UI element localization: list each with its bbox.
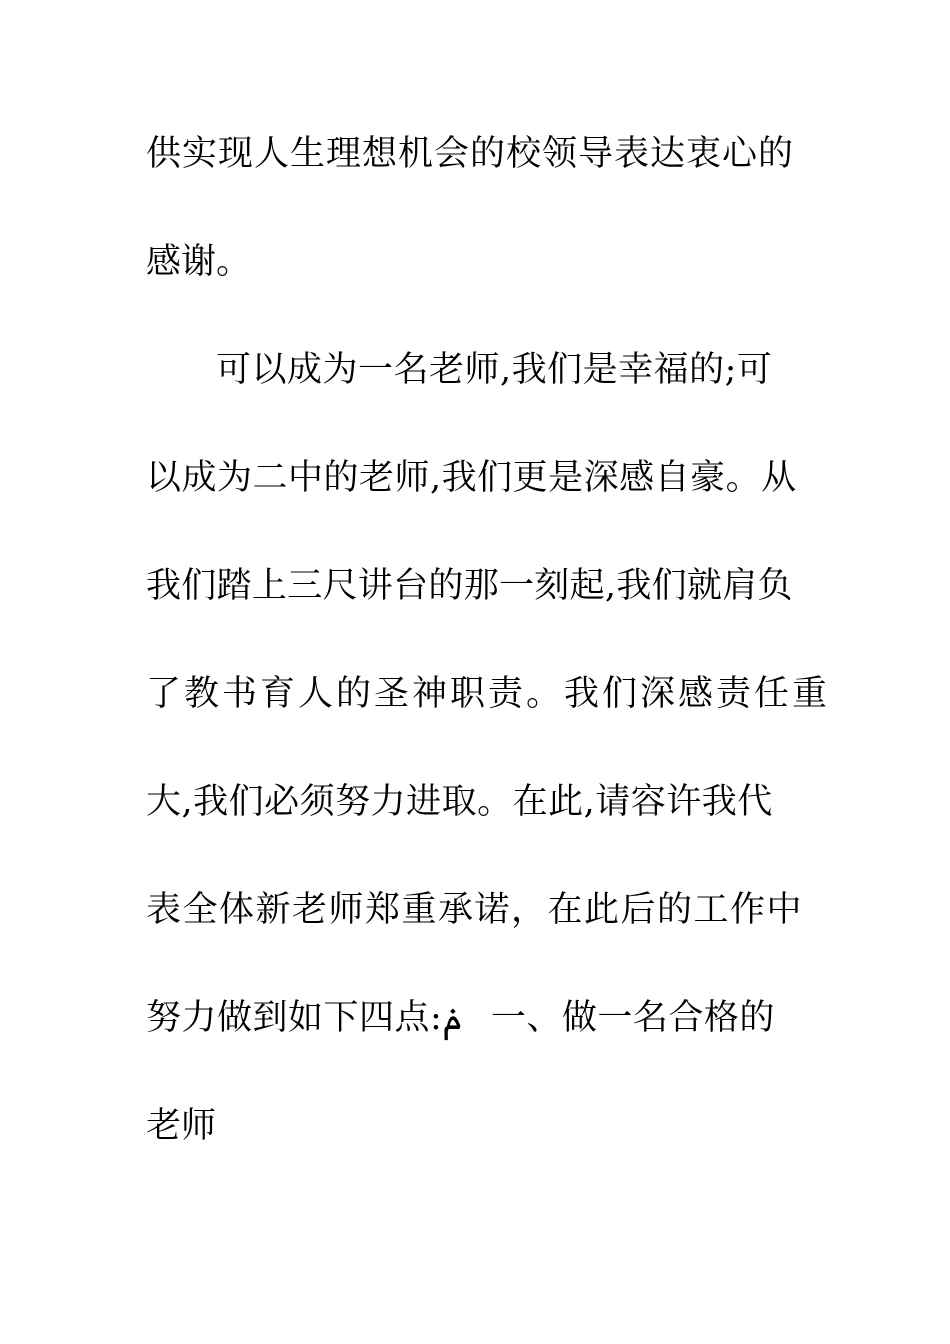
paragraph-line: 大,我们必须努力进取。在此,请容许我代	[146, 782, 773, 822]
list-intro-text: 努力做到如下四点:ݥ	[146, 998, 463, 1038]
paragraph-line: 以成为二中的老师,我们更是深感自豪。从	[146, 458, 797, 498]
paragraph-line: 老师	[146, 1106, 217, 1146]
list-item-heading: 一、做一名合格的	[490, 998, 775, 1038]
paragraph-line: 我们踏上三尺讲台的那一刻起,我们就肩负	[146, 566, 793, 606]
paragraph-line: 表全体新老师郑重承诺，在此后的工作中	[146, 890, 804, 930]
paragraph-line: 了教书育人的圣神职责。我们深感责任重	[146, 674, 831, 714]
paragraph-line: 感谢。	[146, 242, 252, 282]
paragraph-line	[146, 998, 826, 1038]
paragraph-line: 供实现人生理想机会的校领导表达衷心的	[146, 134, 795, 174]
paragraph-line: 可以成为一名老师,我们是幸福的;可	[216, 350, 773, 390]
